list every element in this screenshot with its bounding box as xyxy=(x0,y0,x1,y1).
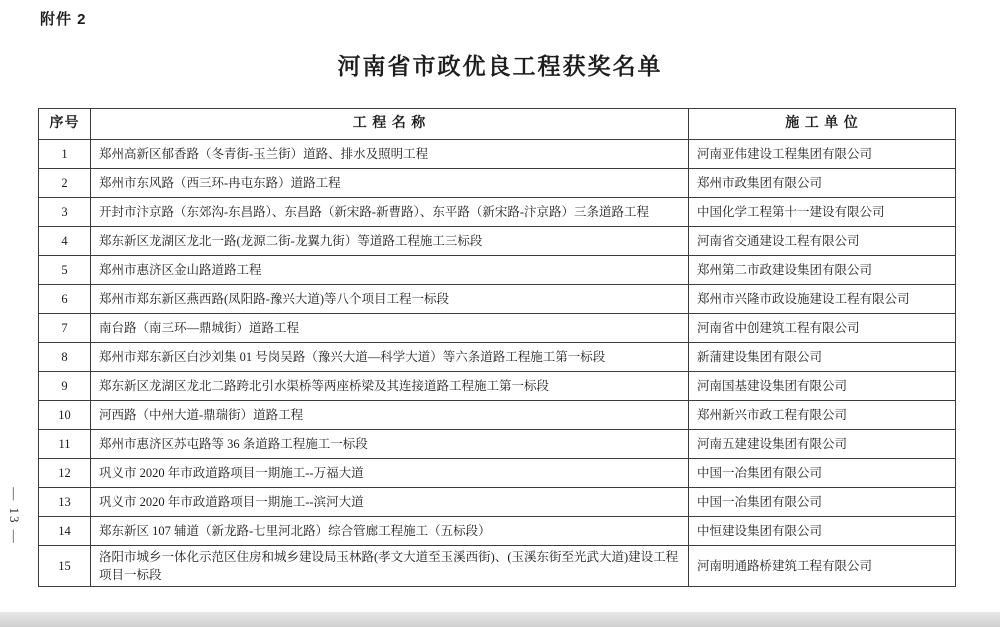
scan-bottom-edge xyxy=(0,612,1000,627)
project-name-cell: 郑东新区龙湖区龙北一路(龙源二街-龙翼九街）等道路工程施工三标段 xyxy=(91,227,689,256)
table-row xyxy=(39,198,956,227)
table-header-row xyxy=(39,109,956,140)
contractor-cell: 郑州第二市政建设集团有限公司 xyxy=(689,256,956,285)
project-name-cell: 郑东新区 107 辅道（新龙路-七里河北路）综合管廊工程施工（五标段） xyxy=(91,517,689,546)
contractor-cell: 中国一冶集团有限公司 xyxy=(689,488,956,517)
header-cell-contractor: 施 工 单 位 xyxy=(689,109,956,140)
contractor-cell: 中恒建设集团有限公司 xyxy=(689,517,956,546)
attachment-label: 附件 2 xyxy=(40,11,87,28)
row-number-cell: 2 xyxy=(39,169,91,198)
row-number-cell: 6 xyxy=(39,285,91,314)
contractor-cell: 中国化学工程第十一建设有限公司 xyxy=(689,198,956,227)
row-number-cell: 1 xyxy=(39,140,91,169)
table-row xyxy=(39,372,956,401)
contractor-cell: 河南明通路桥建筑工程有限公司 xyxy=(689,546,956,587)
contractor-cell: 河南省交通建设工程有限公司 xyxy=(689,227,956,256)
project-name-cell: 巩义市 2020 年市政道路项目一期施工--滨河大道 xyxy=(91,488,689,517)
table-row xyxy=(39,546,956,587)
contractor-cell: 中国一冶集团有限公司 xyxy=(689,459,956,488)
contractor-cell: 河南国基建设集团有限公司 xyxy=(689,372,956,401)
table-row xyxy=(39,488,956,517)
contractor-cell: 郑州市兴隆市政设施建设工程有限公司 xyxy=(689,285,956,314)
contractor-cell: 新蒲建设集团有限公司 xyxy=(689,343,956,372)
project-name-cell: 郑州市郑东新区白沙刘集 01 号岗吴路（豫兴大道—科学大道）等六条道路工程施工第一标段 xyxy=(91,343,689,372)
project-name-cell: 郑州市惠济区苏屯路等 36 条道路工程施工一标段 xyxy=(91,430,689,459)
page-number: — 13 — xyxy=(7,487,22,545)
row-number-cell: 15 xyxy=(39,546,91,587)
contractor-cell: 河南省中创建筑工程有限公司 xyxy=(689,314,956,343)
project-name-cell: 南台路（南三环—鼎城街）道路工程 xyxy=(91,314,689,343)
row-number-cell: 12 xyxy=(39,459,91,488)
project-name-cell: 洛阳市城乡一体化示范区住房和城乡建设局玉林路(孝文大道至玉溪西街)、(玉溪东街至光武大道)建设工程项目一标段 xyxy=(91,546,689,587)
contractor-cell: 郑州新兴市政工程有限公司 xyxy=(689,401,956,430)
table-row xyxy=(39,256,956,285)
project-name-cell: 郑州高新区郁香路（冬青街-玉兰街）道路、排水及照明工程 xyxy=(91,140,689,169)
row-number-cell: 14 xyxy=(39,517,91,546)
header-cell-project: 工 程 名 称 xyxy=(91,109,689,140)
row-number-cell: 13 xyxy=(39,488,91,517)
project-name-cell: 开封市汴京路（东郊沟-东昌路）、东昌路（新宋路-新曹路）、东平路（新宋路-汴京路）三条道路工程 xyxy=(91,198,689,227)
contractor-cell: 河南亚伟建设工程集团有限公司 xyxy=(689,140,956,169)
table-row xyxy=(39,285,956,314)
header-cell-index: 序号 xyxy=(39,109,91,140)
row-number-cell: 7 xyxy=(39,314,91,343)
row-number-cell: 5 xyxy=(39,256,91,285)
table-row xyxy=(39,430,956,459)
row-number-cell: 3 xyxy=(39,198,91,227)
row-number-cell: 10 xyxy=(39,401,91,430)
table-row xyxy=(39,459,956,488)
project-name-cell: 郑州市郑东新区燕西路(凤阳路-豫兴大道)等八个项目工程一标段 xyxy=(91,285,689,314)
table-row xyxy=(39,401,956,430)
project-name-cell: 河西路（中州大道-鼎瑞街）道路工程 xyxy=(91,401,689,430)
awards-table xyxy=(38,108,956,587)
project-name-cell: 郑州市惠济区金山路道路工程 xyxy=(91,256,689,285)
row-number-cell: 8 xyxy=(39,343,91,372)
project-name-cell: 郑州市东风路（西三环-冉屯东路）道路工程 xyxy=(91,169,689,198)
table-row xyxy=(39,517,956,546)
page-title: 河南省市政优良工程获奖名单 xyxy=(337,53,663,79)
contractor-cell: 河南五建建设集团有限公司 xyxy=(689,430,956,459)
table-row xyxy=(39,343,956,372)
project-name-cell: 巩义市 2020 年市政道路项目一期施工--万福大道 xyxy=(91,459,689,488)
project-name-cell: 郑东新区龙湖区龙北二路跨北引水渠桥等两座桥梁及其连接道路工程施工第一标段 xyxy=(91,372,689,401)
table-row xyxy=(39,227,956,256)
row-number-cell: 4 xyxy=(39,227,91,256)
row-number-cell: 9 xyxy=(39,372,91,401)
table-row xyxy=(39,314,956,343)
table-row xyxy=(39,140,956,169)
contractor-cell: 郑州市政集团有限公司 xyxy=(689,169,956,198)
table-row xyxy=(39,169,956,198)
row-number-cell: 11 xyxy=(39,430,91,459)
